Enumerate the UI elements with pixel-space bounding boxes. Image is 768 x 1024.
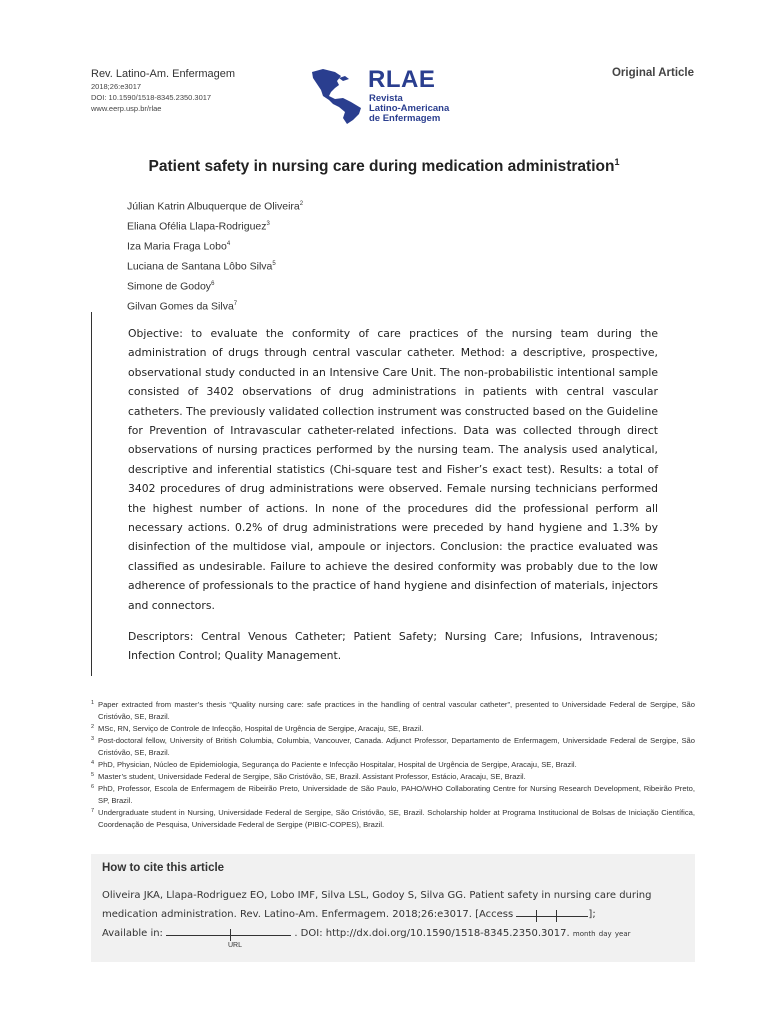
descriptors: Descriptors: Central Venous Catheter; Patient Safety; Nursing Care; Infusions, Intravenous; Infection Control; Quality Management.	[128, 630, 658, 663]
cite-reference: Oliveira JKA, Llapa-Rodriguez EO, Lobo IMF, Silva LSL, Godoy S, Silva GG. Patient safety in nursing care during medication administration. Rev. Latino-Am. Enfermagem. 2018;26:e3017. [Access	[102, 890, 652, 920]
journal-citation: 2018;26:e3017	[91, 82, 142, 91]
journal-info	[91, 68, 235, 114]
footnote: 1 Paper extracted from master’s thesis “Quality nursing care: safe practices in the handling of central vascular catheter”, presented to Universidade Federal de Sergipe, São Cristóvão, SE, Brazil.	[91, 700, 695, 721]
footnotes	[91, 699, 695, 831]
year-label: year	[614, 930, 631, 938]
author: Simone de Godoy$^6$	[127, 280, 215, 293]
access-date-blank	[516, 907, 588, 917]
author: Luciana de Santana Lôbo Silva$^5$	[127, 260, 276, 273]
cite-available: Available in:	[102, 928, 163, 939]
logo-acronym: RLAE	[368, 66, 436, 93]
cite-heading: How to cite this article	[102, 862, 225, 874]
journal-doi: DOI: 10.1590/1518-8345.2350.3017	[91, 93, 212, 102]
rlae-logo	[309, 66, 479, 126]
footnote: 7 Undergraduate student in Nursing, Universidade Federal de Sergipe, São Cristóvão, SE, Brazil. Scholarship holder at Programa Institucional de Bolsas de Iniciação Científica, Coordenação de Pesquisa, Universidade Federal de Sergipe (PIBIC-COPES), Brazil.	[91, 808, 695, 829]
journal-url[interactable]: www.eerp.usp.br/rlae	[91, 104, 162, 113]
article-type: Original Article	[611, 67, 694, 79]
abstract-text: Objective: to evaluate the conformity of care practices of the nursing team during the administration of drugs through central vascular catheter. Method: a descriptive, prospective, observational study conducted in an Intensive Care Unit. The non-probabilistic intentional sample consisted of 3402 observations of drug administrations in patients with central vascular catheters. The previously validated collection instrument was constructed based on the Guideline for Prevention of Intravascular catheter-related infections. Data was collected through direct observations of nursing practices performed by the nursing team. The analysis used analytical, descriptive and inferential statistics (Chi-square test and Fisher’s exact test). Results: a total of 3402 procedures of drug administrations were observed. Female nursing technicians performed the highest number of actions. In none of the procedures did the professional perform all necessary actions. 0.2% of drug administrations were preceded by hand hygiene and 1.3% by disinfection of the multidose vial, ampoule or injectors. Conclusion: the practice evaluated was classified as undesirable. Failure to achieve the desired conformity was probably due to the low adherence of professionals to the practice of hand hygiene and disinfection of materials, injectors and connectors.	[128, 327, 658, 612]
article-title: Patient safety in nursing care during medication administration$^1$	[148, 157, 620, 176]
author: Iza Maria Fraga Lobo$^4$	[127, 240, 231, 253]
logo-subtitle: Revista Latino-Americana de Enfermagem	[369, 93, 450, 124]
author: Gilvan Gomes da Silva$^7$	[127, 300, 238, 313]
footnote: 3 Post-doctoral fellow, University of British Columbia, Columbia, Vancouver, Canada. Adjunct Professor, Departamento de Enfermagem, Universidade Federal de Sergipe, São Cristóvão, SE, Brazil.	[91, 736, 695, 757]
footnote: 5 Master’s student, Universidade Federal de Sergipe, São Cristóvão, SE, Brazil. Assistant Professor, Estácio, Aracaju, SE, Brazil.	[91, 772, 526, 781]
url-blank	[166, 926, 291, 936]
footnote: 6 PhD, Professor, Escola de Enfermagem de Ribeirão Preto, Universidade de São Paulo, PAHO/WHO Collaborating Centre for Nursing Research Development, Ribeirão Preto, SP, Brazil.	[91, 784, 695, 805]
abstract-divider	[91, 312, 92, 676]
month-label: month	[572, 930, 596, 938]
url-label: URL	[228, 942, 243, 949]
author: Eliana Ofélia Llapa-Rodriguez$^3$	[127, 220, 270, 233]
cite-text	[102, 886, 686, 944]
footnote: 2 MSc, RN, Serviço de Controle de Infecção, Hospital de Urgência de Sergipe, Aracaju, SE, Brazil.	[91, 724, 424, 733]
author: Júlian Katrin Albuquerque de Oliveira$^2$	[127, 200, 304, 213]
day-label: day	[598, 930, 612, 938]
footnote: 4 PhD, Physician, Núcleo de Epidemiologia, Segurança do Paciente e Infecção Hospitalar, Hospital de Urgência de Sergipe, Aracaju, SE, Brazil.	[91, 760, 577, 769]
cite-bracket: ];	[588, 909, 596, 920]
journal-name: Rev. Latino-Am. Enfermagem	[91, 68, 236, 80]
cite-doi[interactable]: . DOI: http://dx.doi.org/10.1590/1518-8345.2350.3017.	[294, 928, 570, 939]
author-list	[127, 196, 303, 317]
americas-map-icon	[309, 66, 367, 126]
